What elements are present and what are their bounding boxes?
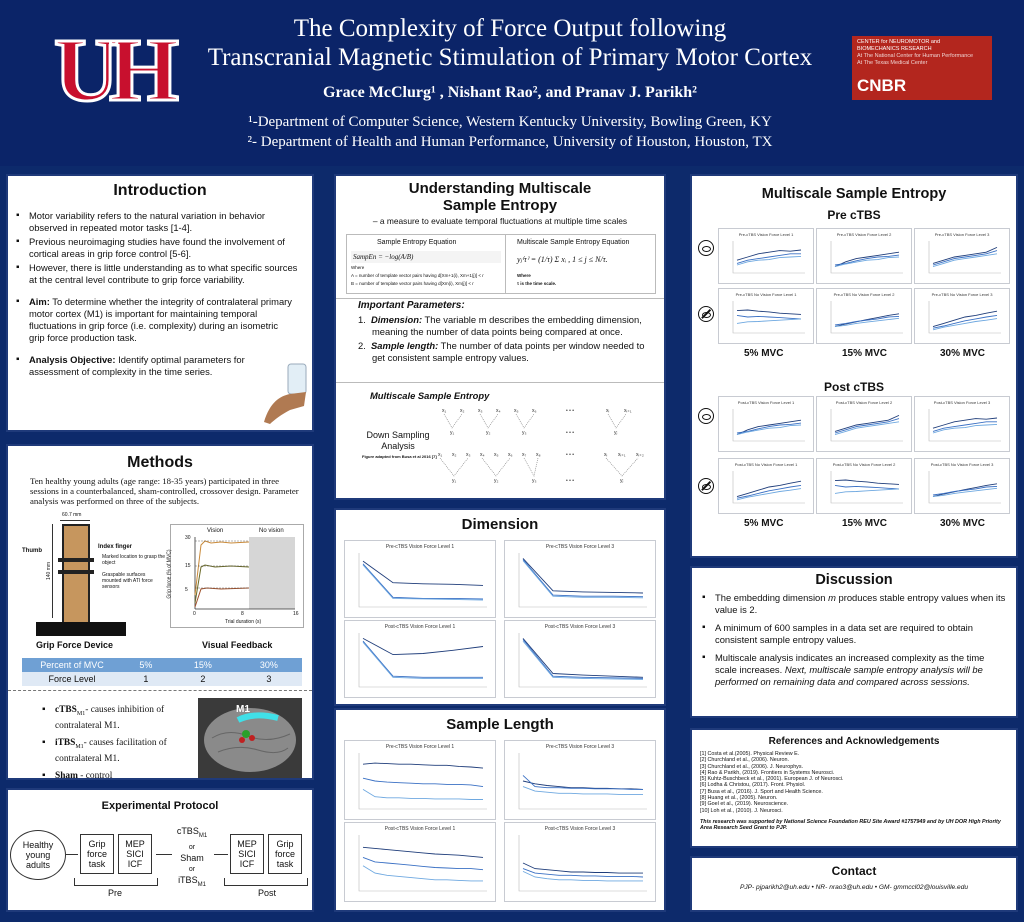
svg-text:x₅: x₅ bbox=[514, 408, 519, 414]
svg-text:xᵢ: xᵢ bbox=[604, 452, 608, 458]
post-ctbs-title: Post cTBS bbox=[823, 380, 884, 394]
poster-header bbox=[0, 0, 1024, 166]
mvc-table bbox=[22, 658, 302, 686]
protocol-mep-pre: MEP SICI ICF bbox=[118, 834, 152, 874]
chart-series-line bbox=[363, 561, 483, 585]
mse-diagram-title: Multiscale Sample Entropy bbox=[370, 390, 490, 401]
chart-series-line bbox=[363, 847, 483, 857]
intro-bullet: ▪ However, there is little understanding as to what specific sources at the central level contribute to grip force variability. bbox=[16, 262, 304, 286]
mse-results-title: Multiscale Sample Entropy bbox=[761, 186, 947, 202]
mini-chart-title: Post-cTBS Vision Force Level 1 bbox=[384, 826, 456, 832]
mini-chart-title: Pre-cTBS Vision Force Level 2 bbox=[836, 232, 892, 237]
intro-bullet: ▪ Motor variability refers to the natural variation in behavior observed in repeated motor tasks [1-4]. bbox=[16, 210, 304, 234]
intro-aim: ▪ Aim: To determine whether the integrity of contralateral primary motor cortex (M1) is important for maintaining temporal fluctuations in grip force (i.e. complexity) during an isometric grip force production task. bbox=[16, 296, 296, 344]
poster-title: The Complexity of Force Output following Transcranial Magnetic Stimulation of Primary Motor Cortex bbox=[207, 15, 813, 71]
mini-chart bbox=[344, 822, 496, 902]
references-panel bbox=[690, 728, 1018, 848]
label-graspable: Graspable surfaces mounted with ATI force sensors bbox=[102, 572, 153, 590]
table-cell: 2 bbox=[200, 674, 206, 684]
svg-text:x₂: x₂ bbox=[452, 452, 457, 458]
figure-note: Figure adapted from Busa et al 2016 [7] bbox=[362, 454, 437, 459]
discussion-bullet: ▪ A minimum of 600 samples in a data set are required to obtain consistent sample entropy values. bbox=[702, 622, 1006, 646]
mini-chart bbox=[914, 396, 1010, 452]
svg-text:y₃: y₃ bbox=[522, 430, 527, 436]
svg-text:x₆: x₆ bbox=[532, 408, 537, 414]
fb-ylabel: Grip force (% of MVC) bbox=[166, 549, 173, 599]
svg-text:xᵢ₊₁: xᵢ₊₁ bbox=[624, 408, 632, 414]
eq2-where: Where bbox=[517, 273, 531, 278]
brain-m1-label: M1 bbox=[236, 704, 250, 715]
contact-panel bbox=[690, 856, 1018, 912]
svg-text:yⱼ: yⱼ bbox=[614, 430, 618, 436]
mse-intro-subtitle: – a measure to evaluate temporal fluctuations at multiple time scales bbox=[372, 216, 628, 226]
eye-icon bbox=[698, 408, 714, 424]
svg-text:x₅: x₅ bbox=[494, 452, 499, 458]
mvc-label: 30% MVC bbox=[940, 518, 986, 529]
chart-series-line bbox=[363, 789, 483, 799]
mini-chart-title: Pre-cTBS No Vision Force Level 3 bbox=[931, 292, 993, 297]
protocol-grip-post: Grip force task bbox=[268, 834, 302, 874]
acknowledgement: This research was supported by National Science Foundation REU Site Award #1757949 and by UH DOR High Priority Area Research Seed Grant to PJP. bbox=[700, 818, 1001, 832]
mini-chart bbox=[344, 620, 496, 698]
chart-series-line bbox=[933, 486, 997, 495]
mini-chart bbox=[914, 288, 1010, 344]
table-header-cell: 15% bbox=[193, 660, 212, 670]
protocol-conditions: cTBS$_{M1}$ or Sham or iTBS$_{M1}$ bbox=[176, 826, 208, 888]
reference-item: [4] Rao & Parikh, (2019). Frontiers in Systems Neurosci. bbox=[700, 769, 835, 776]
reference-item: [2] Churchland et al., (2006). Neuron. bbox=[700, 757, 789, 764]
pre-ctbs-title: Pre cTBS bbox=[827, 208, 881, 222]
chart-series-line bbox=[835, 480, 899, 484]
svg-text:xᵢ₊₂: xᵢ₊₂ bbox=[636, 452, 644, 458]
mvc-label: 5% MVC bbox=[744, 518, 784, 529]
chart-series-line bbox=[523, 638, 643, 677]
discussion-bullet: ▪ The embedding dimension m produces stable entropy values when its value is 2. bbox=[702, 592, 1006, 616]
chart-series-line bbox=[835, 485, 899, 489]
sample-length-panel bbox=[334, 708, 666, 912]
mini-chart-title: Pre-cTBS Vision Force Level 3 bbox=[545, 544, 615, 550]
mvc-label: 15% MVC bbox=[842, 518, 888, 529]
protocol-panel bbox=[6, 788, 314, 912]
down-sampling-label: Down Sampling Analysis bbox=[366, 430, 430, 451]
chart-series-line bbox=[737, 489, 801, 500]
fb-xlabel: Trial duration (s) bbox=[225, 619, 262, 625]
fb-traces bbox=[171, 525, 305, 629]
grip-force-device bbox=[22, 510, 167, 640]
mini-chart bbox=[718, 228, 814, 284]
introduction-bullets bbox=[16, 210, 304, 286]
table-cell: Force Level bbox=[48, 674, 96, 684]
chart-series-line bbox=[523, 558, 643, 593]
contact-line[interactable]: PJP- pjparikh2@uh.edu • NR- nrao3@uh.edu • GM- gmmccl02@louisville.edu bbox=[739, 884, 969, 891]
reference-item: [1] Costa et al.(2005). Physical Review E. bbox=[700, 751, 800, 757]
mini-chart bbox=[504, 740, 656, 820]
reference-item: [6] Lodha & Christou, (2017). Front. Physiol. bbox=[700, 782, 806, 789]
discussion-panel bbox=[690, 566, 1018, 718]
svg-text:y₃: y₃ bbox=[532, 478, 537, 484]
caption-device: Grip Force Device bbox=[36, 640, 114, 650]
tbs-item: ▪ iTBS$_{M1}$- causes facilitation of contralateral M1. bbox=[42, 737, 182, 765]
reference-item: [5] Kuhtz-Buschbeck et al., (2001). European J. of Neurosci. bbox=[700, 776, 844, 783]
mini-chart bbox=[504, 822, 656, 902]
references-title: References and Acknowledgements bbox=[768, 736, 940, 747]
device-base bbox=[36, 622, 126, 636]
caption-feedback: Visual Feedback bbox=[202, 640, 273, 650]
eq1-b: B = number of template vector pairs having d[Xm(i), Xm(j)] < r bbox=[351, 281, 474, 286]
mini-chart-title: Post-cTBS Vision Force Level 3 bbox=[933, 400, 991, 405]
param-item: 1. Dimension: The variable m describes the embedding dimension, meaning the number of data points being compared at once. bbox=[358, 314, 642, 337]
eye-icon bbox=[698, 240, 714, 256]
eq1-title: Sample Entropy Equation bbox=[377, 239, 457, 246]
reference-item: [9] Goel et al., (2019). Neuroscience. bbox=[700, 801, 789, 808]
cnbr-logo: CENTER for NEUROMOTOR and BIOMECHANICS RESEARCH At The National Center for Human Performance At The Texas Medical Center CNBR bbox=[852, 36, 992, 100]
svg-text:x₂: x₂ bbox=[460, 408, 465, 414]
params-list bbox=[358, 314, 654, 364]
poster-affiliations: ¹-Department of Computer Science, Western Kentucky University, Bowling Green, KY ²- Department of Health and Human Performance, University of Houston, Houston, TX bbox=[247, 114, 773, 150]
intro-objective: ▪ Analysis Objective: Identify optimal parameters for assessment of complexity in the time series. bbox=[16, 354, 266, 378]
mvc-label: 5% MVC bbox=[744, 348, 784, 359]
mvc-label: 30% MVC bbox=[940, 348, 986, 359]
down-sampling-diagram bbox=[436, 404, 660, 494]
methods-text: Ten healthy young adults (age range: 18-35 years) participated in three sessions in a counterbalanced, sham-controlled, crossover design. Parameter analysis was performed on three of the subjects. bbox=[30, 476, 299, 506]
mvc-label: 15% MVC bbox=[842, 348, 888, 359]
chart-series-line bbox=[737, 481, 801, 496]
svg-text:• • •: • • • bbox=[566, 430, 575, 436]
mini-chart bbox=[816, 288, 912, 344]
label-marked: Marked location to grasp the object bbox=[102, 554, 166, 566]
poster-authors: Grace McClurg¹ , Nishant Rao², and Pranav J. Parikh² bbox=[323, 84, 697, 101]
svg-text:x₄: x₄ bbox=[496, 408, 501, 414]
fb-tick-x: 16 bbox=[293, 611, 299, 617]
fb-tick-x: 0 bbox=[193, 611, 196, 617]
mini-chart bbox=[816, 396, 912, 452]
protocol-post-label: Post bbox=[258, 888, 277, 898]
label-index: Index finger bbox=[98, 544, 133, 550]
mini-chart-title: Post-cTBS No Vision Force Level 1 bbox=[734, 462, 798, 467]
discussion-bullet: ▪ Multiscale analysis indicates an increased complexity as the time scale increases. Next, multiscale sample entropy analysis will be performed on remaining data and compared across sessions. bbox=[702, 652, 1006, 688]
mini-chart bbox=[718, 288, 814, 344]
svg-text:x₃: x₃ bbox=[466, 452, 471, 458]
device-body bbox=[62, 524, 90, 626]
eye-slash-icon bbox=[698, 306, 714, 322]
table-header-cell: 30% bbox=[259, 660, 278, 670]
mini-chart-title: Post-cTBS Vision Force Level 3 bbox=[544, 624, 616, 630]
mini-chart bbox=[718, 458, 814, 514]
eq2-formula: yⱼ⁽τ⁾ = (1/τ) Σ xᵢ , 1 ≤ j ≤ N/τ. bbox=[517, 255, 608, 264]
svg-text:• • •: • • • bbox=[566, 478, 575, 484]
svg-text:UH: UH bbox=[54, 21, 169, 120]
methods-panel bbox=[6, 444, 314, 780]
reference-item: [7] Busa et al., (2016). J. Sport and Health Science. bbox=[700, 788, 823, 795]
mini-chart bbox=[914, 228, 1010, 284]
chart-series-line bbox=[363, 778, 483, 786]
mini-chart-title: Post-cTBS Vision Force Level 1 bbox=[384, 624, 456, 630]
tbs-list bbox=[42, 704, 182, 784]
mini-chart bbox=[504, 540, 656, 618]
mini-chart bbox=[816, 458, 912, 514]
params-title: Important Parameters: bbox=[358, 300, 465, 311]
svg-text:x₃: x₃ bbox=[478, 408, 483, 414]
svg-text:x₁: x₁ bbox=[438, 452, 443, 458]
mini-chart-title: Pre-cTBS Vision Force Level 1 bbox=[385, 744, 455, 750]
contact-title: Contact bbox=[831, 864, 877, 878]
table-cell: 1 bbox=[143, 674, 149, 684]
mini-chart bbox=[718, 396, 814, 452]
discussion-title: Discussion bbox=[815, 572, 893, 588]
mini-chart-title: Pre-cTBS Vision Force Level 1 bbox=[385, 544, 455, 550]
label-thumb: Thumb bbox=[22, 548, 42, 554]
chart-series-line bbox=[737, 250, 801, 260]
mse-intro-panel bbox=[334, 174, 666, 500]
fb-no-vision-label: No vision bbox=[259, 528, 284, 534]
chart-series-line bbox=[737, 310, 801, 314]
chart-series-line bbox=[835, 489, 899, 494]
table-header-cell: Percent of MVC bbox=[40, 660, 104, 670]
introduction-title: Introduction bbox=[113, 182, 207, 199]
methods-title: Methods bbox=[127, 454, 193, 471]
protocol-pre-label: Pre bbox=[108, 888, 123, 898]
eq1-where: Where bbox=[351, 265, 365, 270]
fb-vision-label: Vision bbox=[207, 528, 224, 534]
chart-series-line bbox=[363, 866, 483, 881]
mini-chart bbox=[344, 740, 496, 820]
mse-results-panel bbox=[690, 174, 1018, 558]
protocol-title: Experimental Protocol bbox=[101, 800, 219, 812]
device-width-label: 60.7 mm bbox=[62, 512, 82, 518]
svg-text:x₈: x₈ bbox=[536, 452, 541, 458]
fb-tick-y: 5 bbox=[185, 587, 188, 593]
svg-text:yⱼ: yⱼ bbox=[620, 478, 624, 484]
chart-series-line bbox=[363, 564, 483, 599]
mini-chart-title: Pre-cTBS Vision Force Level 1 bbox=[738, 232, 794, 237]
svg-text:x₆: x₆ bbox=[508, 452, 513, 458]
svg-text:y₁: y₁ bbox=[452, 478, 457, 484]
mini-chart-title: Pre-cTBS No Vision Force Level 2 bbox=[833, 292, 895, 297]
svg-text:x₄: x₄ bbox=[480, 452, 485, 458]
fb-tick-y: 15 bbox=[185, 563, 191, 569]
chart-series-line bbox=[933, 319, 997, 330]
chart-series-line bbox=[933, 311, 997, 326]
chart-series-line bbox=[363, 857, 483, 869]
svg-text:• • •: • • • bbox=[566, 452, 575, 458]
dimension-title: Dimension bbox=[461, 516, 539, 533]
protocol-mep-post: MEP SICI ICF bbox=[230, 834, 264, 874]
mini-chart-title: Post-cTBS Vision Force Level 2 bbox=[835, 400, 893, 405]
eq2-title: Multiscale Sample Entropy Equation bbox=[517, 239, 630, 246]
equations-box bbox=[346, 234, 656, 294]
chart-series-line bbox=[737, 319, 801, 324]
svg-text:x₁: x₁ bbox=[442, 408, 447, 414]
intro-bullet: ▪ Previous neuroimaging studies have found the involvement of cortical areas in grip force control [5-6]. bbox=[16, 236, 304, 260]
svg-text:y₂: y₂ bbox=[486, 430, 491, 436]
svg-text:• • •: • • • bbox=[566, 408, 575, 414]
svg-text:y₂: y₂ bbox=[494, 478, 499, 484]
mini-chart bbox=[816, 228, 912, 284]
table-cell: 3 bbox=[266, 674, 272, 684]
reference-item: [3] Churchland et al., (2006). J. Neurophys. bbox=[700, 763, 804, 770]
chart-series-line bbox=[363, 638, 483, 654]
svg-text:y₁: y₁ bbox=[450, 430, 455, 436]
eq1-formula: SampEn = −log(A/B) bbox=[351, 251, 501, 263]
sample-length-title: Sample Length bbox=[446, 716, 554, 733]
table-header-cell: 5% bbox=[139, 660, 153, 670]
reference-item: [8] Huang et al., (2005). Neuron. bbox=[700, 795, 778, 802]
tbs-item: ▪ Sham - control bbox=[42, 770, 182, 782]
chart-series-line bbox=[737, 315, 801, 319]
visual-feedback-plot bbox=[166, 524, 304, 628]
param-item: 2. Sample length: The number of data points per window needed to get consistent sample entropy values. bbox=[358, 340, 645, 363]
svg-text:x₇: x₇ bbox=[522, 452, 527, 458]
brain-image bbox=[198, 698, 302, 778]
references-list bbox=[700, 751, 1008, 814]
chart-series-line bbox=[363, 565, 483, 600]
mini-chart bbox=[504, 620, 656, 698]
protocol-subjects: Healthy young adults bbox=[10, 830, 66, 880]
protocol-grip-pre: Grip force task bbox=[80, 834, 114, 874]
svg-text:xᵢ: xᵢ bbox=[606, 408, 610, 414]
hand-glass-image bbox=[260, 362, 312, 426]
mini-chart-title: Post-cTBS No Vision Force Level 2 bbox=[832, 462, 896, 467]
uh-logo bbox=[52, 21, 169, 120]
mini-chart-title: Post-cTBS No Vision Force Level 3 bbox=[930, 462, 994, 467]
chart-series-line bbox=[363, 763, 483, 768]
discussion-bullets bbox=[702, 592, 1006, 688]
mini-chart-title: Pre-cTBS No Vision Force Level 1 bbox=[735, 292, 797, 297]
chart-series-line bbox=[933, 251, 997, 265]
chart-series-line bbox=[363, 641, 483, 677]
eye-slash-icon bbox=[698, 478, 714, 494]
tbs-item: ▪ cTBS$_{M1}$- causes inhibition of contralateral M1. bbox=[42, 704, 182, 732]
fb-tick-x: 8 bbox=[241, 611, 244, 617]
reference-item: [10] Loh et al., (2010). J. Neurosci. bbox=[700, 807, 783, 814]
dimension-panel bbox=[334, 508, 666, 706]
chart-series-line bbox=[835, 316, 899, 325]
mini-chart-title: Pre-cTBS Vision Force Level 3 bbox=[934, 232, 990, 237]
fb-tick-y: 30 bbox=[185, 535, 191, 541]
chart-series-line bbox=[835, 419, 899, 433]
mini-chart-title: Pre-cTBS Vision Force Level 3 bbox=[545, 744, 615, 750]
chart-series-line bbox=[933, 418, 997, 428]
svg-text:xᵢ₊₁: xᵢ₊₁ bbox=[618, 452, 626, 458]
eq1-a: A = number of template vector pairs having d[Xm+1(i), Xm+1(j)] < r bbox=[351, 273, 484, 278]
chart-series-line bbox=[523, 641, 643, 679]
mini-chart-title: Post-cTBS Vision Force Level 3 bbox=[544, 826, 616, 832]
mini-chart bbox=[344, 540, 496, 618]
device-height-label: 140 mm bbox=[46, 561, 53, 581]
eq2-tau: τ is the time scale. bbox=[517, 281, 557, 286]
introduction-panel bbox=[6, 174, 314, 432]
mini-chart-title: Post-cTBS Vision Force Level 1 bbox=[737, 400, 795, 405]
mse-intro-title: Understanding Multiscale Sample Entropy bbox=[408, 180, 592, 214]
mini-chart bbox=[914, 458, 1010, 514]
chart-series-line bbox=[523, 863, 643, 873]
